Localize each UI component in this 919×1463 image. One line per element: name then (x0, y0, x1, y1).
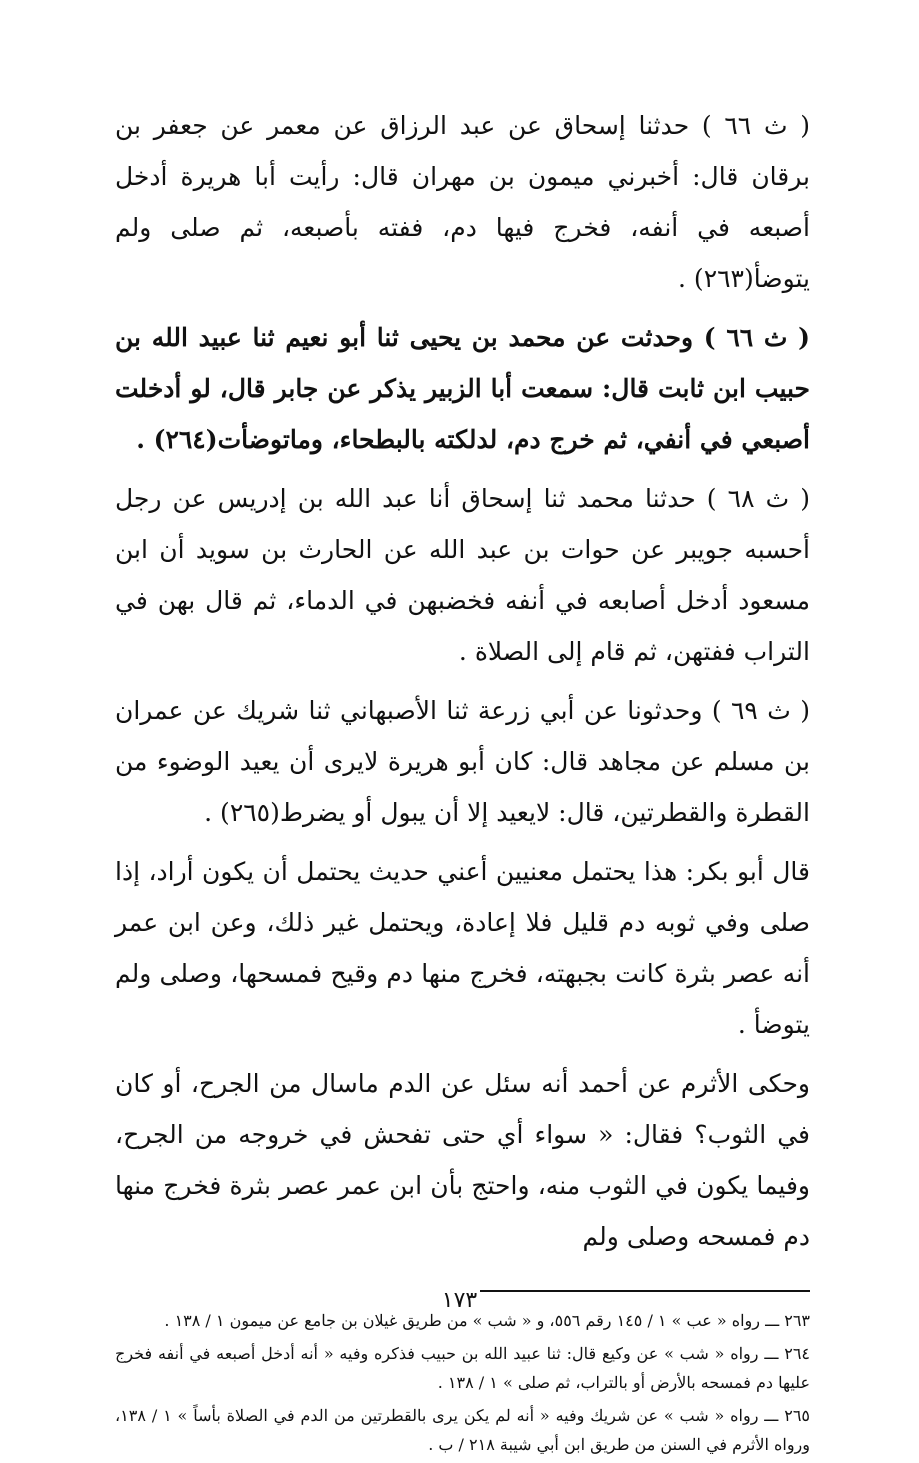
footnote-265: ٢٦٥ ـــ رواه « شب » عن شريك وفيه « أنه لم يكن يرى بالقطرتين من الدم في الصلاة بأساً » ١ / ١٣٨، ورواه الأثرم في السنن من طريق ابن أبي شيبة ٢١٨ / ب . (115, 1406, 810, 1454)
page-body (115, 100, 810, 1463)
footnotes (115, 1306, 810, 1459)
paragraph-athar-68: ( ث ٦٨ ) حدثنا محمد ثنا إسحاق أنا عبد الله بن إدريس عن رجل أحسبه جويبر عن حوات بن عبد الله عن الحارث بن سويد أن ابن مسعود أدخل أصابعه في أنفه فخضبهن في الدماء، ثم قال بهن في التراب ففتهن، ثم قام إلى الصلاة . (115, 484, 810, 666)
paragraph-athram: وحكى الأثرم عن أحمد أنه سئل عن الدم ماسال من الجرح، أو كان في الثوب؟ فقال: « سواء أي حتى تفحش في خروجه من الجرح، وفيما يكون في الثوب منه، واحتج بأن ابن عمر عصر بثرة فخرج منها دم فمسحه وصلى ولم (115, 1069, 810, 1251)
paragraph-athar-66-bold: ( ث ٦٦ ) وحدثت عن محمد بن يحيى ثنا أبو نعيم ثنا عبيد الله بن حبيب ابن ثابت قال: سمعت أبا الزبير يذكر عن جابر قال، لو أدخلت أصبعي في أنفي، ثم خرج دم، لدلكته بالبطحاء، وماتوضأت(٢٦٤) . (115, 323, 810, 454)
paragraph-abu-bakr: قال أبو بكر: هذا يحتمل معنيين أعني حديث يحتمل أن يكون أراد، إذا صلى وفي ثوبه دم قليل فلا إعادة، ويحتمل غير ذلك، وعن ابن عمر أنه عصر بثرة كانت بجبهته، فخرج منها دم وقيح فمسحها، وصلى ولم يتوضأ . (115, 857, 810, 1039)
page-number: ١٧٣ (441, 1288, 478, 1313)
footnote-264: ٢٦٤ ـــ رواه « شب » عن وكيع قال: ثنا عبيد الله بن حبيب فذكره وفيه « أنه أدخل أصبعه في أنفه فخرج عليها دم فمسحه بالأرض أو بالتراب، ثم صلى » ١ / ١٣٨ . (115, 1344, 810, 1392)
paragraph-athar-69: ( ث ٦٩ ) وحدثونا عن أبي زرعة ثنا الأصبهاني ثنا شريك عن عمران بن مسلم عن مجاهد قال: كان أبو هريرة لايرى أن يعيد الوضوء من القطرة والقطرتين، قال: لايعيد إلا أن يبول أو يضرط(٢٦٥) . (115, 696, 810, 827)
paragraph-athar-66: ( ث ٦٦ ) حدثنا إسحاق عن عبد الرزاق عن معمر عن جعفر بن برقان قال: أخبرني ميمون بن مهران قال: رأيت أبا هريرة أدخل أصبعه في أنفه، فخرج فيها دم، ففته بأصبعه، ثم صلى ولم يتوضأ(٢٦٣) . (115, 111, 810, 293)
footnote-263: ٢٦٣ ـــ رواه « عب » ١ / ١٤٥ رقم ٥٥٦، و « شب » من طريق غيلان بن جامع عن ميمون ١ / ١٣٨ . (164, 1311, 810, 1330)
